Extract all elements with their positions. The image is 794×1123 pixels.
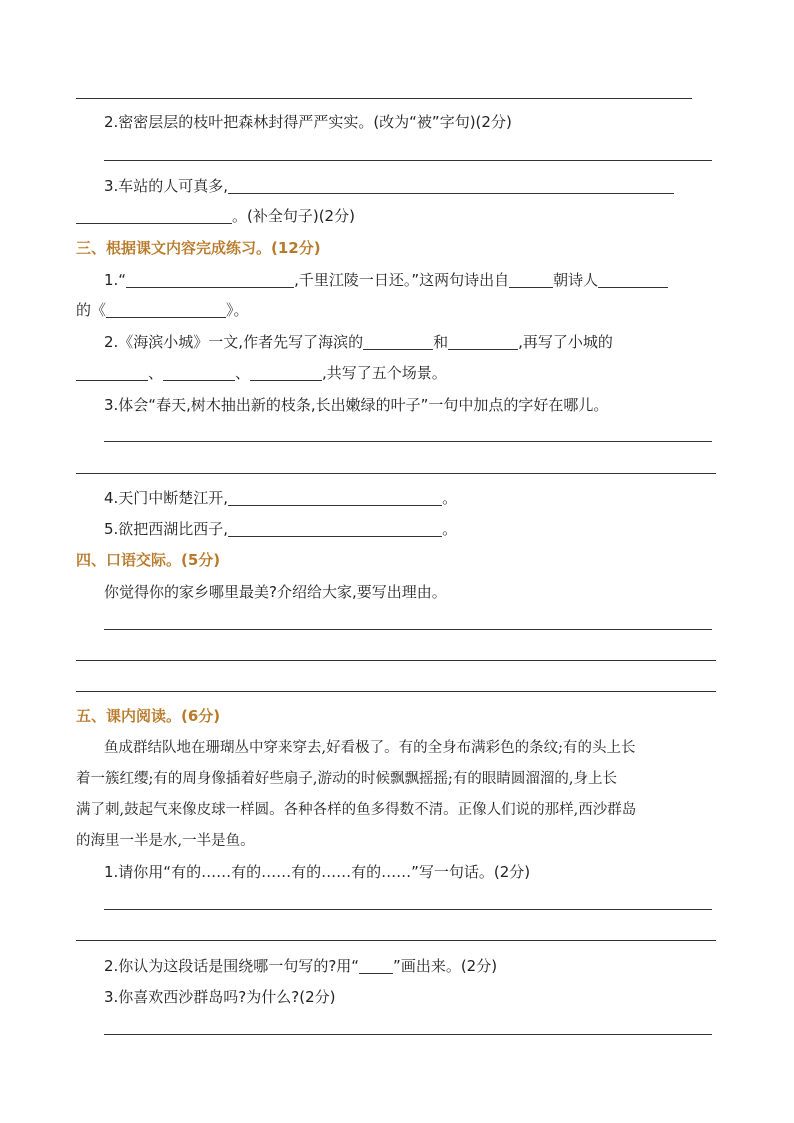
- s3-question-5: [104, 519, 457, 539]
- s5q2-a: 2.你认为这段话是围绕哪一句写的?用“: [104, 957, 360, 975]
- s3q1-of: 的《: [76, 301, 107, 319]
- s3q2-sep1: 、: [148, 364, 164, 382]
- question-3-cont: [76, 206, 355, 226]
- s3q2-a: 2.《海滨小城》一文,作者先写了海滨的: [104, 333, 364, 351]
- s3q1-open: 1.“: [104, 271, 127, 289]
- passage-line-1: 鱼成群结队地在珊瑚丛中穿来穿去,好看极了。有的全身布满彩色的条纹;有的头上长: [104, 740, 636, 756]
- s5-question-3: 3.你喜欢西沙群岛吗?为什么?(2分): [104, 988, 336, 1006]
- section-3-title: 三、根据课文内容完成练习。(12分): [76, 239, 321, 257]
- s5-question-1: 1.请你用“有的……有的……有的……有的……”写一句话。(2分): [104, 863, 531, 881]
- section-4-title: 四、口语交际。(5分): [76, 551, 221, 569]
- fill-blank[interactable]: [76, 364, 148, 381]
- answer-line[interactable]: [104, 629, 712, 630]
- s3q2-sep2: 、: [235, 364, 251, 382]
- s3-question-1-cont: [76, 300, 249, 320]
- passage-line-2: 着一簇红缨;有的周身像插着好些扇子,游动的时候飘飘摇摇;有的眼睛圆溜溜的,身上长: [76, 771, 617, 787]
- s3q2-then: ,再写了小城的: [518, 333, 613, 351]
- answer-line[interactable]: [76, 660, 716, 661]
- passage-line-3: 满了刺,鼓起气来像皮球一样圆。各种各样的鱼多得数不清。正像人们说的那样,西沙群岛: [76, 802, 637, 818]
- fill-blank[interactable]: [598, 271, 668, 288]
- s3q2-end: ,共写了五个场景。: [322, 364, 447, 382]
- underline-sample: [359, 957, 393, 974]
- answer-line[interactable]: [104, 160, 712, 161]
- fill-blank[interactable]: [126, 271, 294, 288]
- s3-question-1: [104, 270, 668, 290]
- fill-blank[interactable]: [76, 207, 232, 224]
- question-2: 2.密密层层的枝叶把森林封得严严实实。(改为“被”字句)(2分): [104, 113, 512, 131]
- s5-question-2: [104, 956, 497, 976]
- passage-line-4: 的海里一半是水,一半是鱼。: [76, 833, 255, 849]
- answer-line[interactable]: [104, 909, 712, 910]
- fill-blank[interactable]: [363, 333, 433, 350]
- answer-line[interactable]: [76, 691, 716, 692]
- section-4-prompt: 你觉得你的家乡哪里最美?介绍给大家,要写出理由。: [104, 583, 447, 601]
- fill-blank[interactable]: [106, 301, 226, 318]
- s3q1-dynasty: 朝诗人: [553, 271, 599, 289]
- s3q1-mid: ,千里江陵一日还。”这两句诗出自: [294, 271, 510, 289]
- fill-blank[interactable]: [250, 364, 322, 381]
- s3q4-end: 。: [442, 489, 458, 507]
- fill-blank[interactable]: [509, 271, 553, 288]
- s5q2-b: ”画出来。(2分): [393, 957, 498, 975]
- s3q5-text: 5.欲把西湖比西子,: [104, 520, 229, 538]
- s3-question-2: [104, 332, 613, 352]
- section-5-title: 五、课内阅读。(6分): [76, 707, 221, 725]
- question-3-end: 。(补全句子)(2分): [232, 207, 355, 225]
- question-3: [104, 176, 674, 196]
- fill-blank[interactable]: [163, 364, 235, 381]
- s3-question-4: [104, 488, 457, 508]
- s3q5-end: 。: [442, 520, 458, 538]
- answer-line[interactable]: [104, 1034, 712, 1035]
- s3-question-3: 3.体会“春天,树木抽出新的枝条,长出嫩绿的叶子”一句中加点的字好在哪儿。: [104, 396, 609, 414]
- s3q4-text: 4.天门中断楚江开,: [104, 489, 229, 507]
- s3q2-and: 和: [433, 333, 449, 351]
- answer-line[interactable]: [104, 441, 712, 442]
- answer-line[interactable]: [76, 940, 716, 941]
- question-3-start: 3.车站的人可真多,: [104, 177, 229, 195]
- fill-blank[interactable]: [228, 177, 674, 194]
- answer-line: [76, 98, 692, 99]
- fill-blank[interactable]: [228, 520, 442, 537]
- s3-question-2-cont: [76, 363, 447, 383]
- fill-blank[interactable]: [228, 489, 442, 506]
- answer-line[interactable]: [76, 473, 716, 474]
- fill-blank[interactable]: [448, 333, 518, 350]
- s3q1-close: 》。: [226, 301, 249, 319]
